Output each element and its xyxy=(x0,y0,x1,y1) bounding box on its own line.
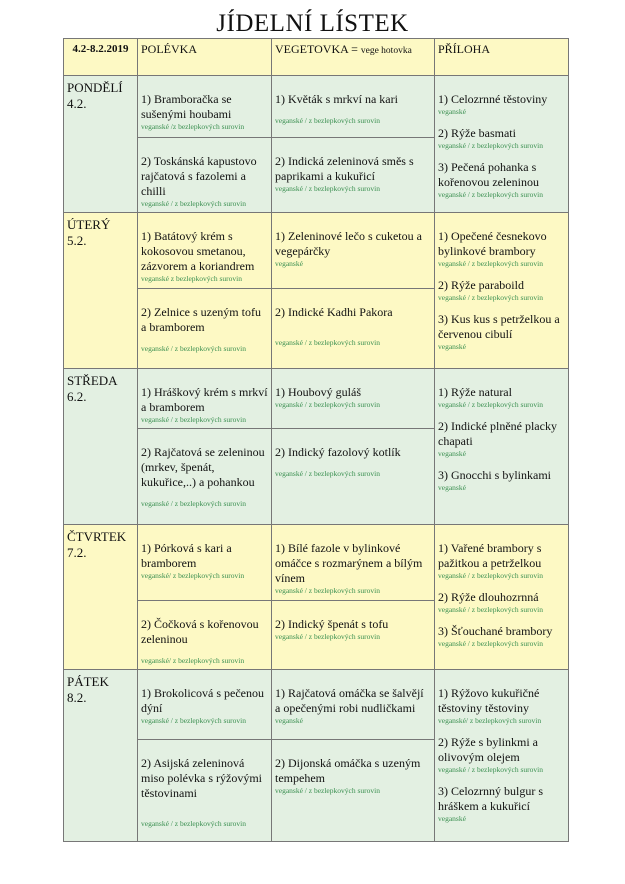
day-cell xyxy=(64,213,138,369)
diet-note: veganské / z bezlepkových surovin xyxy=(141,716,246,725)
day-name: ÚTERÝ xyxy=(67,217,111,232)
soup-cell: 1) Bramboračka se sušenými houbami veganské /z bezlepkových surovin xyxy=(138,76,272,138)
header-row xyxy=(64,39,569,76)
diet-note: veganské xyxy=(275,716,303,725)
day-name: STŘEDA xyxy=(67,373,118,388)
day-date: 7.2. xyxy=(67,545,87,560)
diet-note: veganské xyxy=(438,449,466,458)
diet-note: veganské / z bezlepkových surovin xyxy=(438,293,543,302)
veg-cell: 1) Bílé fazole v bylinkové omáčce s rozmarýnem a bílým vínem veganské / z bezlepkových surovin xyxy=(272,525,435,601)
col-header-veg: VEGETOVKA = vege hotovka xyxy=(272,39,435,76)
diet-note: veganské / z bezlepkových surovin xyxy=(141,415,246,424)
diet-note: veganské / z bezlepkových surovin xyxy=(438,605,543,614)
veg-cell: 1) Rajčatová omáčka se šalvějí a opečenými robi nudličkami veganské xyxy=(272,670,435,740)
diet-note: veganské / z bezlepkových surovin xyxy=(275,586,380,595)
table-row xyxy=(64,525,569,601)
diet-note: veganské / z bezlepkových surovin xyxy=(438,141,543,150)
veg-cell: 2) Dijonská omáčka s uzeným tempehem veganské / z bezlepkových surovin xyxy=(272,740,435,842)
diet-note: veganské /z bezlepkových surovin xyxy=(141,122,245,131)
diet-note: veganské / z bezlepkových surovin xyxy=(141,344,246,353)
veg-cell: 1) Květák s mrkví na kari veganské / z bezlepkových surovin xyxy=(272,76,435,138)
soup-cell: 1) Pórková s kari a bramborem veganské/ z bezlepkových surovin xyxy=(138,525,272,601)
veg-cell: 1) Zeleninové lečo s cuketou a vegepárčky veganské xyxy=(272,213,435,289)
diet-note: veganské / z bezlepkových surovin xyxy=(275,338,380,347)
diet-note: veganské / z bezlepkových surovin xyxy=(275,786,380,795)
diet-note: veganské / z bezlepkových surovin xyxy=(438,571,543,580)
diet-note: veganské / z bezlepkových surovin xyxy=(275,400,380,409)
date-range: 4.2-8.2.2019 xyxy=(64,39,138,76)
diet-note: veganské / z bezlepkových surovin xyxy=(141,199,246,208)
col-header-soup: POLÉVKA xyxy=(138,39,272,76)
diet-note: veganské / z bezlepkových surovin xyxy=(141,499,246,508)
veg-cell: 1) Houbový guláš veganské / z bezlepkových surovin xyxy=(272,369,435,429)
soup-cell: 2) Rajčatová se zeleninou (mrkev, špenát, kukuřice,..) a pohankou veganské / z bezlepkových surovin xyxy=(138,429,272,525)
soup-cell: 2) Asijská zeleninová miso polévka s rýžovými těstovinami veganské / z bezlepkových surovin xyxy=(138,740,272,842)
table-row xyxy=(64,670,569,740)
diet-note: veganské xyxy=(438,107,466,116)
diet-note: veganské / z bezlepkových surovin xyxy=(438,765,543,774)
soup-cell: 1) Hráškový krém s mrkví a bramborem veganské / z bezlepkových surovin xyxy=(138,369,272,429)
soup-cell: 1) Batátový krém s kokosovou smetanou, zázvorem a koriandrem veganské z bezlepkových surovin xyxy=(138,213,272,289)
day-date: 5.2. xyxy=(67,233,87,248)
day-name: PÁTEK xyxy=(67,674,109,689)
soup-cell: 2) Toskánská kapustovo rajčatová s fazolemi a chilli veganské / z bezlepkových surovin xyxy=(138,138,272,213)
diet-note: veganské / z bezlepkových surovin xyxy=(438,400,543,409)
day-cell xyxy=(64,670,138,842)
day-name: ČTVRTEK xyxy=(67,529,127,544)
diet-note: veganské / z bezlepkových surovin xyxy=(438,259,543,268)
table-row xyxy=(64,76,569,138)
veg-cell: 2) Indické Kadhi Pakora veganské / z bezlepkových surovin xyxy=(272,289,435,369)
table-row xyxy=(64,369,569,429)
diet-note: veganské / z bezlepkových surovin xyxy=(438,190,543,199)
diet-note: veganské / z bezlepkových surovin xyxy=(438,639,543,648)
day-cell xyxy=(64,525,138,670)
table-row xyxy=(64,213,569,289)
diet-note: veganské/ z bezlepkových surovin xyxy=(438,716,542,725)
diet-note: veganské / z bezlepkových surovin xyxy=(275,469,380,478)
side-cell: 1) Rýžovo kukuřičné těstoviny těstoviny veganské/ z bezlepkových surovin 2) Rýže s bylinkmi a olivovým olejem veganské / z bezlepkových surovin 3) Celozrnný bulgur s hráškem a kukuřicí veganské xyxy=(435,670,569,842)
diet-note: veganské / z bezlepkových surovin xyxy=(141,819,246,828)
col-header-side: PŘÍLOHA xyxy=(435,39,569,76)
diet-note: veganské xyxy=(438,814,466,823)
soup-cell: 2) Zelnice s uzeným tofu a bramborem veganské / z bezlepkových surovin xyxy=(138,289,272,369)
veg-cell: 2) Indická zeleninová směs s paprikami a kukuřicí veganské / z bezlepkových surovin xyxy=(272,138,435,213)
soup-cell: 2) Čočková s kořenovou zeleninou veganské/ z bezlepkových surovin xyxy=(138,601,272,670)
side-cell: 1) Vařené brambory s pažitkou a petrželkou veganské / z bezlepkových surovin 2) Rýže dlouhozrnná veganské / z bezlepkových surovin 3) Šťouchané brambory veganské / z bezlepkových surovin xyxy=(435,525,569,670)
day-date: 8.2. xyxy=(67,690,87,705)
col-header-veg-note: vege hotovka xyxy=(360,46,412,56)
day-cell xyxy=(64,76,138,213)
diet-note: veganské xyxy=(275,259,303,268)
diet-note: veganské/ z bezlepkových surovin xyxy=(141,571,245,580)
veg-cell: 2) Indický fazolový kotlík veganské / z bezlepkových surovin xyxy=(272,429,435,525)
diet-note: veganské xyxy=(438,342,466,351)
soup-cell: 1) Brokolicová s pečenou dýní veganské / z bezlepkových surovin xyxy=(138,670,272,740)
day-date: 4.2. xyxy=(67,96,87,111)
day-date: 6.2. xyxy=(67,389,87,404)
veg-cell: 2) Indický špenát s tofu veganské / z bezlepkových surovin xyxy=(272,601,435,670)
side-cell: 1) Rýže natural veganské / z bezlepkových surovin 2) Indické plněné placky chapati veganské 3) Gnocchi s bylinkami veganské xyxy=(435,369,569,525)
day-cell xyxy=(64,369,138,525)
diet-note: veganské/ z bezlepkových surovin xyxy=(141,656,245,665)
diet-note: veganské / z bezlepkových surovin xyxy=(275,632,380,641)
page-title: JÍDELNÍ LÍSTEK xyxy=(216,10,409,37)
side-cell: 1) Celozrnné těstoviny veganské 2) Rýže basmati veganské / z bezlepkových surovin 3) Pečená pohanka s kořenovou zeleninou veganské / z bezlepkových surovin xyxy=(435,76,569,213)
day-name: PONDĚLÍ xyxy=(67,80,123,95)
diet-note: veganské xyxy=(438,483,466,492)
diet-note: veganské z bezlepkových surovin xyxy=(141,274,243,283)
diet-note: veganské / z bezlepkových surovin xyxy=(275,116,380,125)
side-cell: 1) Opečené česnekovo bylinkové brambory veganské / z bezlepkových surovin 2) Rýže paraboild veganské / z bezlepkových surovin 3) Kus kus s petrželkou a červenou cibulí veganské xyxy=(435,213,569,369)
diet-note: veganské / z bezlepkových surovin xyxy=(275,184,380,193)
menu-table xyxy=(63,38,569,842)
